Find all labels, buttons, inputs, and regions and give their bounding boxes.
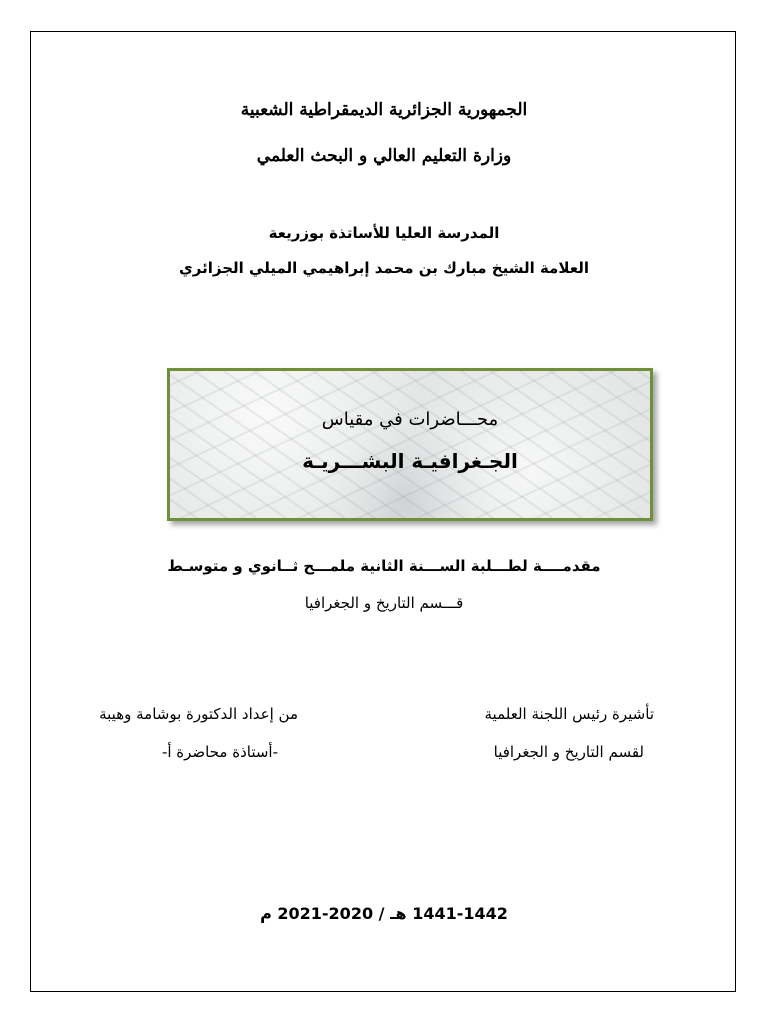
school-heading: المدرسة العليا للأساتذة بوزريعة xyxy=(268,224,500,242)
date-line: 1441-1442 هـ / 2020-2021 م xyxy=(260,904,508,923)
approval-title: تأشيرة رئيس اللجنة العلمية xyxy=(484,705,654,723)
author-rank: -أستاذة محاضرة أ- xyxy=(161,743,278,761)
school-name-heading: العلامة الشيخ مبارك بن محمد إبراهيمي الميلي الجزائري xyxy=(179,259,589,277)
department-line: قـــسم التاريخ و الجغرافيا xyxy=(304,594,464,612)
course-label: محـــاضرات في مقياس xyxy=(321,409,499,430)
course-title: الجـغرافيـة البشـــريـة xyxy=(302,449,518,473)
ministry-heading: وزارة التعليم العالي و البحث العلمي xyxy=(256,146,512,166)
approval-department: لقسم التاريخ و الجغرافيا xyxy=(493,743,644,761)
republic-heading: الجمهورية الجزائرية الديمقراطية الشعبية xyxy=(240,100,528,120)
author-name: من إعداد الدكتورة بوشامة وهيبة xyxy=(99,705,298,723)
title-box xyxy=(167,368,653,521)
audience-line: مقدمــــة لطـــلبة الســـنة الثانية ملمـــح ثــانوي و متوسـط xyxy=(167,557,601,575)
